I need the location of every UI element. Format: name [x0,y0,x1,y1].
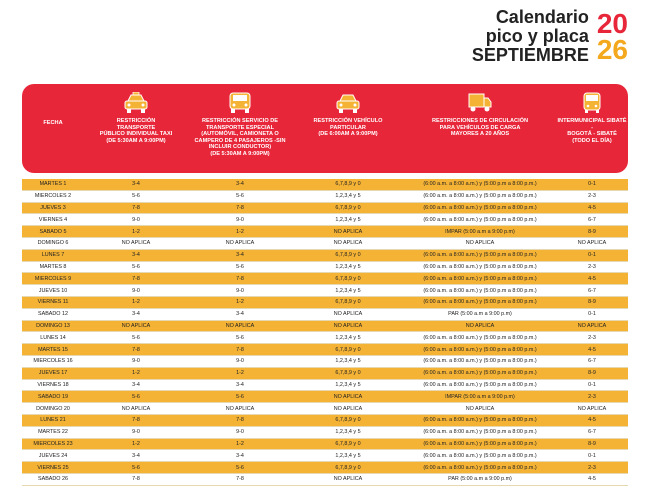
intermunicipal-cell: 8-9 [588,228,596,235]
date-cell: MARTES 8 [39,263,67,270]
taxi-cell: 1-2 [132,440,140,447]
particular-cell: 6,7,8,9 y 0 [335,464,361,471]
date-cell: DOMINGO 13 [36,322,70,329]
carga-cell: (6:00 a.m. a 8:00 a.m.) y (5:00 p.m a 8:00 p.m.) [423,181,537,188]
taxi-cell: 5-6 [132,464,140,471]
table-row [22,285,628,297]
date-cell: MARTES 1 [39,181,67,188]
carga-cell: (6:00 a.m. a 8:00 a.m.) y (5:00 p.m a 8:00 p.m.) [423,417,537,424]
car-icon [335,92,361,114]
date-cell: DOMINGO 20 [36,405,70,412]
especial-cell: 3-4 [236,381,244,388]
intermunicipal-cell: 4-5 [588,346,596,353]
intermunicipal-cell: 0-1 [588,181,596,188]
carga-cell: (6:00 a.m. a 8:00 a.m.) y (5:00 p.m a 8:00 p.m.) [423,452,537,459]
taxi-cell: 1-2 [132,299,140,306]
carga-cell: NO APLICA [465,322,495,329]
table-row [22,462,628,474]
intermunicipal-cell: 0-1 [588,452,596,459]
particular-cell: 6,7,8,9 y 0 [335,417,361,424]
schedule-table [22,179,628,486]
table-row [22,415,628,427]
particular-cell: NO APLICA [333,393,363,400]
particular-cell: NO APLICA [333,476,363,483]
taxi-cell: 7-8 [132,417,140,424]
carga-cell: (6:00 a.m. a 8:00 a.m.) y (5:00 p.m a 8:00 p.m.) [423,429,537,436]
taxi-cell: 3-4 [132,252,140,259]
date-cell: LUNES 14 [40,334,66,341]
particular-cell: 6,7,8,9 y 0 [335,440,361,447]
table-row [22,439,628,451]
particular-cell: 1,2,3,4 y 5 [335,193,361,200]
carga-cell: (6:00 a.m. a 8:00 a.m.) y (5:00 p.m a 8:00 p.m.) [423,252,537,259]
header-intermunicipal [556,84,628,144]
particular-cell: NO APLICA [333,322,363,329]
table-row [22,321,628,333]
taxi-cell: 5-6 [132,263,140,270]
table-row [22,309,628,321]
carga-cell: (6:00 a.m. a 8:00 a.m.) y (5:00 p.m a 8:00 p.m.) [423,346,537,353]
date-cell: MIÉRCOLES 2 [34,193,72,200]
table-row [22,391,628,403]
especial-cell: 5-6 [236,334,244,341]
taxi-cell: 9-0 [132,358,140,365]
date-cell: VIERNES 18 [37,381,69,388]
header-fecha [22,84,84,127]
header-fecha-label: FECHA [43,120,63,126]
taxi-cell: 3-4 [132,381,140,388]
intermunicipal-cell: NO APLICA [577,240,607,247]
date-cell: SÁBADO 5 [39,228,67,235]
date-cell: JUEVES 3 [40,204,66,211]
especial-cell: 3-4 [236,452,244,459]
carga-cell: (6:00 a.m. a 8:00 a.m.) y (5:00 p.m a 8:00 p.m.) [423,440,537,447]
date-cell: LUNES 7 [41,252,65,259]
especial-cell: 7-8 [236,476,244,483]
intermunicipal-cell: 8-9 [588,370,596,377]
date-cell: VIERNES 4 [38,216,68,223]
carga-cell: (6:00 a.m. a 8:00 a.m.) y (5:00 p.m a 8:00 p.m.) [423,204,537,211]
intermunicipal-cell: 2-3 [588,334,596,341]
carga-cell: PAR (5:00 a.m a 9:00 p.m) [448,476,512,483]
particular-cell: 1,2,3,4 y 5 [335,287,361,294]
year-bottom: 26 [596,33,628,65]
carga-cell: IMPAR (5:00 a.m a 9:00 p.m) [445,228,515,235]
especial-cell: 7-8 [236,417,244,424]
particular-cell: NO APLICA [333,405,363,412]
table-row [22,368,628,380]
taxi-cell: 3-4 [132,452,140,459]
date-cell: SÁBADO 12 [38,311,68,318]
especial-cell: 3-4 [236,311,244,318]
intermunicipal-cell: 6-7 [588,358,596,365]
especial-cell: 1-2 [236,299,244,306]
carga-cell: IMPAR (5:00 a.m a 9:00 p.m) [445,393,515,400]
particular-cell: 6,7,8,9 y 0 [335,252,361,259]
intermunicipal-cell: 6-7 [588,287,596,294]
particular-cell: 1,2,3,4 y 5 [335,429,361,436]
particular-cell: NO APLICA [333,311,363,318]
especial-cell: 7-8 [236,346,244,353]
intermunicipal-cell: 4-5 [588,275,596,282]
particular-cell: 1,2,3,4 y 5 [335,216,361,223]
date-cell: MARTES 22 [38,429,68,436]
especial-cell: 1-2 [236,440,244,447]
especial-cell: 1-2 [236,370,244,377]
header-particular-label: RESTRICCIÓN VEHÍCULO PARTICULAR (DE 6:00AM A 9:00PM) [313,118,383,137]
table-row [22,191,628,203]
date-cell: LUNES 21 [40,417,66,424]
title-line-2: pico y placa [485,26,589,46]
date-cell: JUEVES 10 [38,287,68,294]
table-row [22,203,628,215]
intermunicipal-cell: 6-7 [588,216,596,223]
taxi-icon [123,92,149,114]
intermunicipal-cell: 8-9 [588,440,596,447]
particular-cell: 6,7,8,9 y 0 [335,346,361,353]
carga-cell: (6:00 a.m. a 8:00 a.m.) y (5:00 p.m a 8:00 p.m.) [423,370,537,377]
bus-icon [579,92,605,114]
intermunicipal-cell: 2-3 [588,263,596,270]
intermunicipal-cell: 4-5 [588,417,596,424]
particular-cell: 1,2,3,4 y 5 [335,334,361,341]
table-row [22,380,628,392]
taxi-cell: NO APLICA [121,240,151,247]
header-intermunicipal-label: INTERMUNICIPAL SIBATÉ - BOGOTÁ - SIBATÉ (TODO EL DÍA) [557,118,627,144]
year-top: 20 [596,7,628,39]
taxi-cell: 1-2 [132,370,140,377]
especial-cell: 9-0 [236,358,244,365]
particular-cell: 6,7,8,9 y 0 [335,370,361,377]
table-row [22,297,628,309]
table-row [22,427,628,439]
date-cell: SÁBADO 19 [38,393,68,400]
especial-cell: 5-6 [236,393,244,400]
date-cell: MIÉRCOLES 9 [34,275,72,282]
table-row [22,226,628,238]
taxi-cell: 5-6 [132,393,140,400]
intermunicipal-cell: 2-3 [588,193,596,200]
especial-cell: 3-4 [236,252,244,259]
taxi-cell: 7-8 [132,346,140,353]
particular-cell: 6,7,8,9 y 0 [335,204,361,211]
particular-cell: 1,2,3,4 y 5 [335,452,361,459]
taxi-cell: NO APLICA [121,322,151,329]
taxi-cell: 7-8 [132,204,140,211]
intermunicipal-cell: 0-1 [588,381,596,388]
intermunicipal-cell: 8-9 [588,299,596,306]
header-especial [188,84,292,157]
date-cell: MIÉRCOLES 16 [33,358,73,365]
taxi-cell: 3-4 [132,181,140,188]
especial-cell: NO APLICA [225,240,255,247]
carga-cell: (6:00 a.m. a 8:00 a.m.) y (5:00 p.m a 8:00 p.m.) [423,299,537,306]
especial-cell: 9-0 [236,287,244,294]
carga-cell: (6:00 a.m. a 8:00 a.m.) y (5:00 p.m a 8:00 p.m.) [423,464,537,471]
intermunicipal-cell: 0-1 [588,252,596,259]
taxi-cell: 9-0 [132,216,140,223]
date-cell: MARTES 15 [38,346,68,353]
intermunicipal-cell: NO APLICA [577,322,607,329]
title-line-3: SEPTIEMBRE [471,45,589,65]
title-block [472,8,628,65]
taxi-cell: NO APLICA [121,405,151,412]
particular-cell: 1,2,3,4 y 5 [335,381,361,388]
date-cell: JUEVES 24 [38,452,68,459]
truck-icon [467,92,493,114]
particular-cell: 6,7,8,9 y 0 [335,181,361,188]
particular-cell: 1,2,3,4 y 5 [335,263,361,270]
date-cell: SÁBADO 26 [38,476,68,483]
intermunicipal-cell: 6-7 [588,429,596,436]
carga-cell: NO APLICA [465,405,495,412]
date-cell: VIERNES 11 [37,299,69,306]
intermunicipal-cell: NO APLICA [577,405,607,412]
date-cell: MIÉRCOLES 23 [33,440,73,447]
intermunicipal-cell: 0-1 [588,311,596,318]
especial-cell: NO APLICA [225,405,255,412]
year-badge [596,7,628,65]
table-row [22,214,628,226]
taxi-cell: 9-0 [132,287,140,294]
carga-cell: (6:00 a.m. a 8:00 a.m.) y (5:00 p.m a 8:00 p.m.) [423,263,537,270]
intermunicipal-cell: 4-5 [588,204,596,211]
especial-cell: 9-0 [236,429,244,436]
especial-cell: 3-4 [236,181,244,188]
carga-cell: NO APLICA [465,240,495,247]
carga-cell: PAR (5:00 a.m a 9:00 p.m) [448,311,512,318]
taxi-cell: 5-6 [132,193,140,200]
table-row [22,344,628,356]
table-row [22,332,628,344]
title-line-1: Calendario [495,7,589,27]
especial-cell: NO APLICA [225,322,255,329]
especial-cell: 1-2 [236,228,244,235]
carga-cell: (6:00 a.m. a 8:00 a.m.) y (5:00 p.m a 8:00 p.m.) [423,358,537,365]
carga-cell: (6:00 a.m. a 8:00 a.m.) y (5:00 p.m a 8:00 p.m.) [423,287,537,294]
carga-cell: (6:00 a.m. a 8:00 a.m.) y (5:00 p.m a 8:00 p.m.) [423,216,537,223]
header-taxi [84,84,188,144]
carga-cell: (6:00 a.m. a 8:00 a.m.) y (5:00 p.m a 8:00 p.m.) [423,193,537,200]
page-title [472,8,589,65]
carga-cell: (6:00 a.m. a 8:00 a.m.) y (5:00 p.m a 8:00 p.m.) [423,334,537,341]
particular-cell: 6,7,8,9 y 0 [335,299,361,306]
table-row [22,273,628,285]
particular-cell: NO APLICA [333,240,363,247]
especial-cell: 5-6 [236,263,244,270]
taxi-cell: 7-8 [132,275,140,282]
table-row [22,238,628,250]
table-row [22,474,628,486]
taxi-cell: 1-2 [132,228,140,235]
date-cell: JUEVES 17 [38,370,68,377]
date-cell: DOMINGO 6 [37,240,69,247]
table-row [22,179,628,191]
carga-cell: (6:00 a.m. a 8:00 a.m.) y (5:00 p.m a 8:00 p.m.) [423,275,537,282]
header-carga-label: RESTRICCIONES DE CIRCULACIÓN PARA VEHÍCULOS DE CARGA MAYORES A 20 AÑOS [431,118,529,137]
taxi-cell: 3-4 [132,311,140,318]
particular-cell: 6,7,8,9 y 0 [335,275,361,282]
table-row [22,356,628,368]
table-row [22,403,628,415]
intermunicipal-cell: 2-3 [588,464,596,471]
taxi-cell: 9-0 [132,429,140,436]
particular-cell: NO APLICA [333,228,363,235]
header-particular [292,84,404,138]
particular-cell: 1,2,3,4 y 5 [335,358,361,365]
table-row [22,262,628,274]
header-carga [404,84,556,138]
especial-cell: 7-8 [236,204,244,211]
table-header [22,84,628,173]
especial-cell: 5-6 [236,193,244,200]
especial-cell: 9-0 [236,216,244,223]
intermunicipal-cell: 2-3 [588,393,596,400]
taxi-cell: 7-8 [132,476,140,483]
intermunicipal-cell: 4-5 [588,476,596,483]
especial-cell: 5-6 [236,464,244,471]
taxi-cell: 5-6 [132,334,140,341]
table-row [22,250,628,262]
header-taxi-label: RESTRICCIÓN TRANSPORTE PÚBLICO INDIVIDUAL TAXI (DE 5:30AM A 9:00PM) [99,118,173,144]
especial-cell: 7-8 [236,275,244,282]
header-especial-label: RESTRICCIÓN SERVICIO DE TRANSPORTE ESPECIAL (AUTOMÓVIL, CAMIONETA O CAMPERO DE 4 PASAJEROS -SIN INCLUIR CONDUCTOR) (DE 5:30AM A 9:00PM) [194,118,286,157]
van-icon [227,92,253,114]
date-cell: VIERNES 25 [37,464,69,471]
carga-cell: (6:00 a.m. a 8:00 a.m.) y (5:00 p.m a 8:00 p.m.) [423,381,537,388]
table-row [22,450,628,462]
